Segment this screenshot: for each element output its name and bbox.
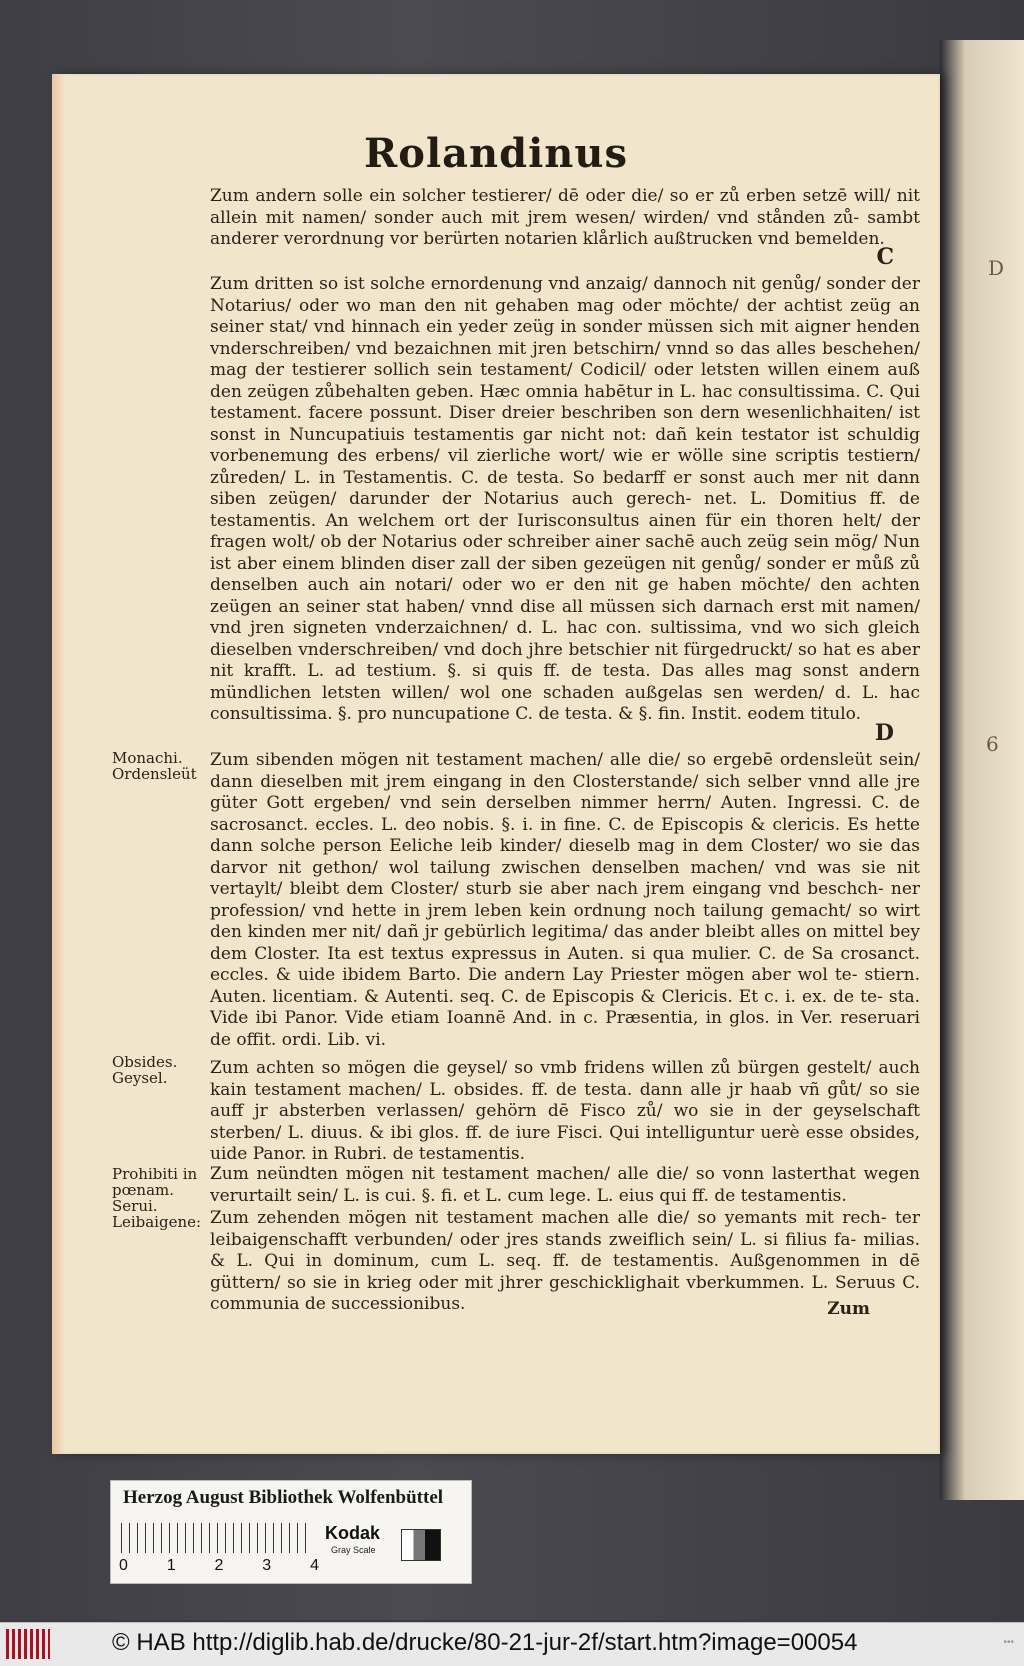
catchword: Zum	[827, 1299, 870, 1319]
page-left-edge	[52, 74, 66, 1454]
ruler-number: 0	[119, 1557, 128, 1574]
scale-ruler	[121, 1523, 311, 1553]
book-page	[52, 74, 940, 1454]
signature-mark-c: C	[876, 244, 894, 270]
institution-label: Herzog August Bibliothek Wolfenbüttel	[123, 1487, 444, 1508]
marginal-note-2: Obsides. Geysel.	[112, 1053, 178, 1087]
edge-mark-2: 6	[986, 732, 999, 756]
paragraph-5: Zum neündten mögen nit testament machen/ alle die/ so vonn lasterthat wegen verurtailt sein/ L. is cui. §. fi. et L. cum lege. L. eius qui ff. de testamentis.	[210, 1164, 920, 1206]
paragraph-4: Zum achten so mögen die geysel/ so vmb fridens willen zů bürgen gestelt/ auch kain testament machen/ L. obsides. ff. de testa. dann alle jr haab vñ gůt/ so sie auff jr absterben verlassen/ gehörn dē Fisco zů/ wo sie in der geyselschaft sterben/ L. diuus. & ibi glos. ff. de iure Fisci. Qui intelliguntur uerè esse obsides, uide Panor. in Rubri. de testamentis.	[210, 1058, 920, 1164]
paragraph-2: Zum dritten so ist solche ernordenung vnd anzaig/ dannoch nit genůg/ sonder der Notarius/ oder wo man den nit gehaben mag oder möchte/ der achtist zeüg an seiner stat/ vnd hinnach ein yeder zeüg in sonder müssen sich mit aigner henden vnderschreiben/ vnd bezaichnen mit jren betschirn/ vnnd so das alles beschehen/ mag der testierer sollich sein testament/ Codicil/ oder letsten willen einem auß den zeügen zůbehalten geben. Hæc omnia habētur in L. hac consultissima. C. Qui testament. facere possunt. Diser dreier beschriben son dern wesenlichhaiten/ ist sonst in Nuncupatiuis testamentis gar nicht not: dañ kein testator ist schuldig vorbenemung des erbens/ vil zierliche wort/ wie er wölle sine scriptis testiern/ zůreden/ L. in Testamentis. C. de testa. So bedarff er sonst auch mer nit dann siben zeügen/ darunder der Notarius auch gerech- net. L. Domitius ff. de testamentis. An welchem ort der Iurisconsultus ainen für ein thoren helt/ der fragen wolt/ ob der Notarius oder schreiber ainer sachē auch zeüg sein mög/ Nun ist aber einem blinden diser zall der siben gezeügen nit genůg/ sonder er můß zů denselben auch ain notari/ oder wo er den nit ge haben möchte/ den achten zeügen an seiner stat haben/ vnnd dise all müssen sich darnach erst mit namen/ vnd jren signeten vnderzaichnen/ d. L. hac con. sultissima, vnd wo sich gleich dieselben vnderschreiben/ vnd doch jhre betschier nit fürgedruckt/ so hat es aber nit krafft. L. ad testium. §. si quis ff. de testa. Das alles mag sonst andern mündlichen letsten willen/ wol one schaden außgelas sen werden/ d. L. hac consultissima. §. pro nuncupatione C. de testa. & §. fin. Instit. eodem titulo.	[210, 274, 920, 724]
adjacent-page-edge	[940, 40, 1024, 1500]
footer-url[interactable]: © HAB http://diglib.hab.de/drucke/80-21-jur-2f/start.htm?image=00054	[112, 1629, 858, 1656]
edge-mark-1: D	[988, 256, 1005, 280]
kodak-logo: Kodak	[325, 1523, 381, 1543]
marginal-note-3: Prohibiti in pœnam. Serui. Leibaigene:	[112, 1165, 202, 1231]
hab-logo-icon	[6, 1629, 50, 1659]
footer-dots: •••	[1003, 1637, 1014, 1648]
scan-colorbar	[110, 1480, 472, 1584]
footer-bar	[0, 1622, 1024, 1666]
gray-scale-patch	[401, 1529, 441, 1561]
running-header: Rolandinus	[364, 130, 628, 177]
gray-scale-label: Gray Scale	[331, 1545, 376, 1555]
paragraph-3: Zum sibenden mögen nit testament machen/ alle die/ so ergebē ordensleüt sein/ dann dieselben mit jrem eingang in den Closterstande/ sich selber vnnd alle jre güter Gott ergeben/ vnd sein derselben nimmer herrn/ Auten. Ingressi. C. de sacrosanct. eccles. L. deo nobis. §. i. in fine. C. de Episcopis & clericis. Es hette dann solche person Eeliche leib kinder/ dieselb mag in dem Closter/ wo sie das darvor nit gethon/ wol tailung zwischen denselben machen/ vnd was sie nit vertaylt/ bleibt dem Closter/ sturb sie aber nach jrem eingang vnd beschch- ner profession/ vnd hette in jrem leben kein ordnung noch tailung gemacht/ so wirt den kinden mer nit/ dañ jr gebürlich legitima/ das ander bleibt alles on mittel bey dem Closter. Ita est textus expressus in Auten. si qua mulier. C. de Sa crosanct. eccles. & uide ibidem Barto. Die andern Lay Priester mögen aber wol te- stiern. Auten. licentiam. & Autenti. seq. C. de Episcopis & Clericis. Et c. i. ex. de te- sta. Vide ibi Panor. Vide etiam Ioannē And. in c. Præsentia, in glos. in Ver. reseruari de offit. ordi. Lib. vi.	[210, 750, 920, 1050]
paragraph-1: Zum andern solle ein solcher testierer/ dē oder die/ so er zů erben setzē will/ nit allein mit namen/ sonder auch mit jrem wesen/ wirden/ vnd stånden zů- sambt anderer verordnung vor berürten notarien klårlich außtrucken vnd bemelden.	[210, 186, 920, 249]
marginal-note-1: Monachi. Ordensleüt	[112, 749, 197, 783]
ruler-number: 4	[310, 1557, 319, 1574]
ruler-numbers	[119, 1557, 319, 1575]
ruler-number: 3	[262, 1557, 272, 1574]
ruler-number: 2	[214, 1557, 224, 1574]
ruler-number: 1	[166, 1557, 176, 1574]
signature-mark-d: D	[874, 720, 894, 746]
paragraph-6: Zum zehenden mögen nit testament machen alle die/ so yemants mit rech- ter leibaigenschafft verbunden/ oder jres stands zweiflich sein/ L. si filius fa- milias. & L. Qui in dominum, cum L. seq. ff. de testamentis. Außgenommen in dē güttern/ so sie in krieg oder mit jhrer geschicklighait vberkummen. L. Seruus C. communia de successionibus.	[210, 1208, 920, 1314]
